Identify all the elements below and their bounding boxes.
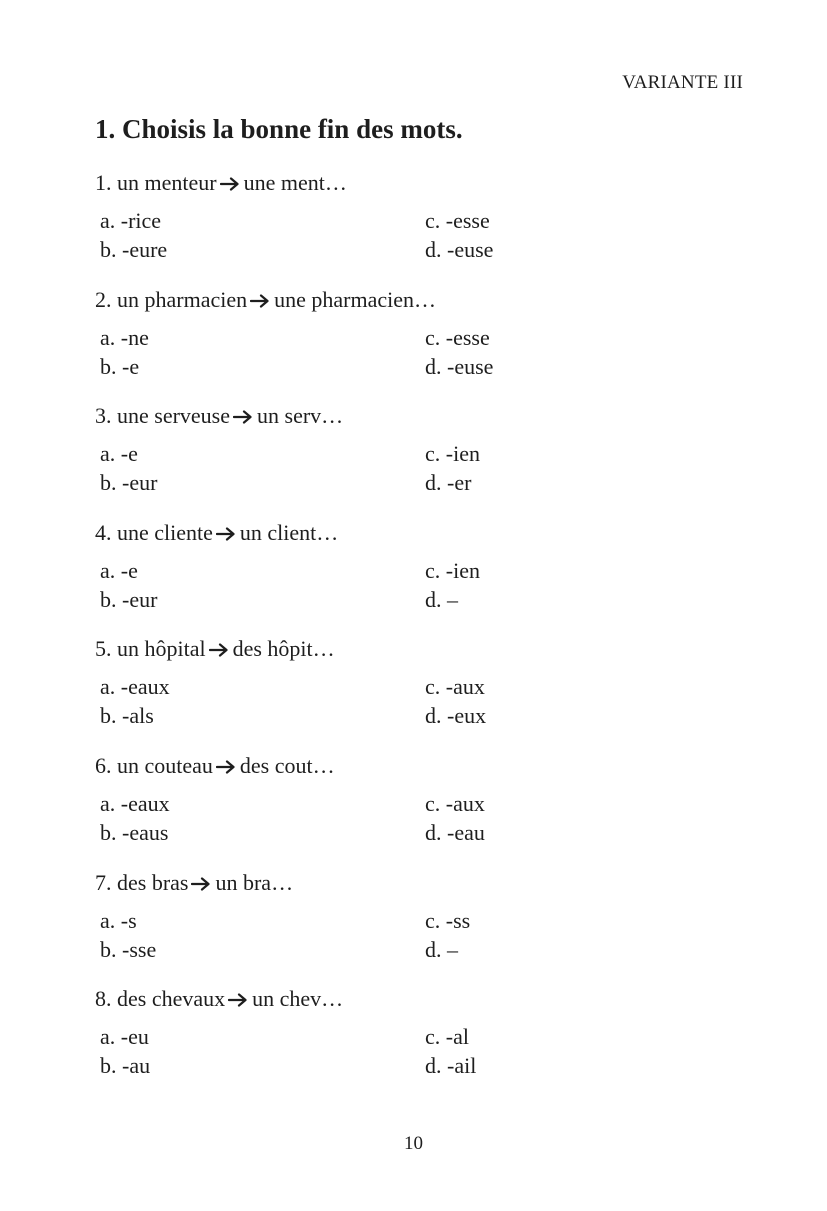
option-b[interactable]: b. -eur [100, 470, 158, 496]
option-b[interactable]: b. -eur [100, 586, 158, 612]
arrow-right-icon [233, 410, 253, 424]
option-a[interactable]: a. -ne [100, 324, 149, 350]
option-c[interactable]: c. -ien [425, 441, 480, 467]
question-8 [95, 984, 695, 1101]
option-b[interactable]: b. -sse [100, 936, 157, 962]
question-stem [95, 518, 695, 548]
question-stem [95, 285, 695, 315]
option-c[interactable]: c. -ss [425, 907, 471, 933]
question-list [95, 168, 695, 1101]
exercise-title: 1. Choisis la bonne fin des mots. [95, 114, 463, 144]
question-stem [95, 401, 695, 431]
answer-options [95, 323, 695, 383]
option-c[interactable]: c. -esse [425, 208, 490, 233]
question-stem [95, 868, 695, 898]
option-d[interactable]: d. -ail [425, 1053, 477, 1079]
option-a[interactable]: a. -eaux [100, 674, 170, 700]
question-stem [95, 168, 695, 198]
arrow-right-icon [216, 760, 236, 774]
option-b[interactable]: b. -au [100, 1053, 151, 1079]
question-stem [95, 634, 695, 664]
option-c[interactable]: c. -esse [425, 324, 490, 350]
word-after: des cout… [239, 752, 335, 778]
option-b[interactable]: b. -eaus [100, 819, 169, 845]
answer-options [95, 906, 695, 966]
word-after: un serv… [257, 403, 344, 429]
answer-options [95, 439, 695, 499]
option-a[interactable]: a. -e [100, 557, 138, 583]
word-before: 5. un hôpital [95, 636, 206, 662]
word-after: un chev… [252, 986, 344, 1012]
word-after: une ment… [243, 170, 347, 195]
answer-options [95, 556, 695, 616]
option-d[interactable]: d. – [425, 936, 458, 962]
option-a[interactable]: a. -rice [100, 208, 162, 233]
page-number: 10 [404, 1133, 423, 1154]
word-before: 4. une cliente [95, 519, 213, 545]
answer-options [95, 789, 695, 849]
option-c[interactable]: c. -aux [425, 674, 485, 700]
question-stem [95, 984, 695, 1014]
option-c[interactable]: c. -ien [425, 557, 480, 583]
option-d[interactable]: d. -euse [425, 353, 494, 379]
question-stem [95, 751, 695, 781]
word-after: une pharmacien… [274, 286, 436, 312]
word-before: 8. des chevaux [95, 986, 226, 1012]
arrow-right-icon [220, 177, 240, 191]
option-c[interactable]: c. -aux [425, 790, 485, 816]
option-d[interactable]: d. -eau [425, 819, 485, 845]
option-d[interactable]: d. -er [425, 470, 472, 496]
question-2 [95, 285, 695, 402]
option-a[interactable]: a. -e [100, 441, 138, 467]
word-before: 2. un pharmacien [95, 286, 248, 312]
option-d[interactable]: d. -euse [425, 237, 494, 262]
option-a[interactable]: a. -eu [100, 1024, 149, 1050]
word-after: des hôpit… [232, 636, 335, 662]
word-after: un bra… [215, 869, 294, 895]
answer-options [95, 672, 695, 732]
variant-label: VARIANTE III [622, 72, 743, 93]
question-5 [95, 634, 695, 751]
answer-options [95, 1022, 695, 1082]
word-before: 6. un couteau [95, 752, 213, 778]
option-c[interactable]: c. -al [425, 1024, 469, 1050]
word-after: un client… [239, 519, 339, 545]
word-before: 7. des bras [95, 869, 189, 895]
answer-options [95, 206, 695, 266]
arrow-right-icon [209, 643, 229, 657]
word-before: 1. un menteur [95, 170, 217, 195]
arrow-right-icon [191, 877, 211, 891]
arrow-right-icon [228, 993, 248, 1007]
option-a[interactable]: a. -eaux [100, 790, 170, 816]
option-d[interactable]: d. – [425, 586, 458, 612]
option-b[interactable]: b. -eure [100, 237, 168, 262]
question-6 [95, 751, 695, 868]
option-d[interactable]: d. -eux [425, 703, 487, 729]
arrow-right-icon [216, 527, 236, 541]
option-a[interactable]: a. -s [100, 907, 137, 933]
option-b[interactable]: b. -e [100, 353, 140, 379]
question-3 [95, 401, 695, 518]
question-4 [95, 518, 695, 635]
option-b[interactable]: b. -als [100, 703, 154, 729]
question-7 [95, 868, 695, 985]
arrow-right-icon [250, 294, 270, 308]
question-1 [95, 168, 695, 285]
word-before: 3. une serveuse [95, 403, 231, 429]
